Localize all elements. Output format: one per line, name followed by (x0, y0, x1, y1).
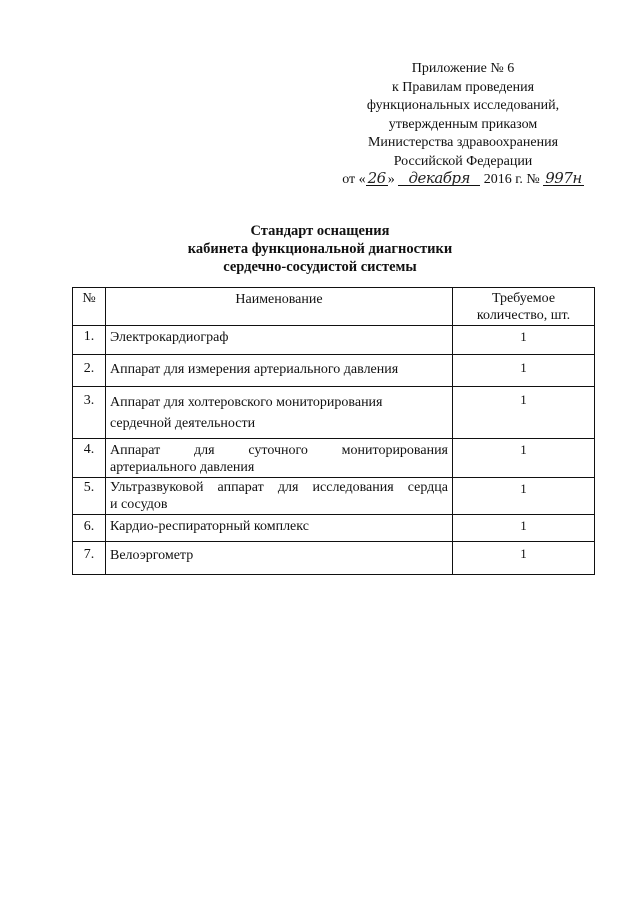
table-row (73, 326, 595, 355)
row-name-line: Аппарат для холтеровского мониторирования (110, 395, 383, 410)
row-num: 5. (73, 478, 106, 515)
row-qty: 1 (453, 387, 595, 439)
date-year: 2016 г. № (483, 172, 540, 187)
date-prefix: от « (342, 172, 366, 187)
row-num: 6. (73, 515, 106, 542)
row-qty: 1 (453, 478, 595, 515)
equipment-table (72, 287, 595, 575)
title-line: сердечно-сосудистой системы (223, 259, 417, 275)
header-qty-line: Требуемое (491, 291, 556, 306)
annex-line: Министерства здравоохранения (367, 135, 559, 150)
table-header-row (73, 288, 595, 326)
row-num: 2. (73, 355, 106, 387)
annex-line: утвержденным приказом (388, 116, 538, 132)
row-name-line: Велоэргометр (110, 548, 194, 563)
table-row (73, 478, 595, 515)
date-month: декабря (398, 171, 480, 186)
table-row (73, 542, 595, 575)
row-name-line: Кардио-респираторный комплекс (110, 519, 309, 534)
row-num: 3. (73, 387, 106, 439)
order-number: 997н (545, 169, 582, 187)
annex-line: Российской Федерации (393, 153, 533, 169)
table-row (73, 439, 595, 478)
row-qty: 1 (453, 439, 595, 478)
annex-line: функциональных исследований, (366, 98, 560, 113)
row-num: 4. (73, 439, 106, 478)
header-qty-line: количество, шт. (476, 308, 571, 323)
table-row (73, 515, 595, 542)
row-name (106, 387, 453, 439)
annex-line: к Правилам проведения (391, 79, 535, 95)
row-name-line: Аппарат для суточного мониторирования (110, 443, 448, 458)
row-name-line: и сосудов (110, 497, 168, 512)
row-name-line: Электрокардиограф (110, 330, 229, 345)
header-name: Наименование (106, 288, 453, 326)
row-name (106, 439, 453, 478)
row-name-line: Ультразвуковой аппарат для исследования сердца (110, 480, 448, 495)
row-name-line: сердечной деятельности (110, 416, 256, 431)
row-name-line: артериального давления (110, 460, 255, 475)
annex-header (318, 60, 608, 190)
header-qty (453, 288, 595, 326)
row-qty: 1 (453, 326, 595, 355)
table-row (73, 355, 595, 387)
row-name (106, 326, 453, 355)
annex-line: Приложение № 6 (411, 61, 515, 76)
row-num: 7. (73, 542, 106, 575)
table-row (73, 387, 595, 439)
document-title (0, 222, 640, 276)
row-name (106, 478, 453, 515)
title-line: кабинета функциональной диагностики (187, 241, 453, 257)
row-name (106, 355, 453, 387)
row-name-line: Аппарат для измерения артериального давления (110, 362, 399, 377)
title-line: Стандарт оснащения (250, 223, 390, 239)
row-name (106, 542, 453, 575)
row-name (106, 515, 453, 542)
date-day: 26 (367, 169, 386, 187)
row-num: 1. (73, 326, 106, 355)
order-date-line (318, 171, 608, 190)
row-qty: 1 (453, 542, 595, 575)
date-quote-close: » (387, 172, 395, 187)
row-qty: 1 (453, 515, 595, 542)
row-qty: 1 (453, 355, 595, 387)
header-num: № (73, 288, 106, 326)
